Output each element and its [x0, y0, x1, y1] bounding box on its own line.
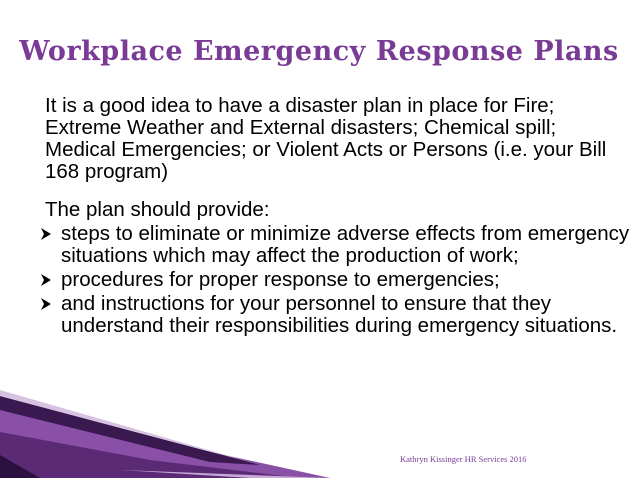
slide-body [45, 95, 630, 339]
arrow-bullet-icon [39, 296, 53, 312]
bullet-item [39, 269, 630, 291]
bullet-list [45, 223, 630, 337]
plan-lead-text: The plan should provide: [45, 198, 270, 221]
arrow-bullet-icon [39, 272, 53, 288]
arrow-bullet-icon [39, 226, 53, 242]
bullet-text: steps to eliminate or minimize adverse effects from emergency situations which may affect the production of work; [61, 222, 630, 267]
bullet-text: procedures for proper response to emergencies; [61, 268, 500, 291]
bullet-item [39, 293, 630, 337]
footer-credit: Kathryn Kissinger HR Services 2016 [400, 454, 527, 464]
intro-paragraph: It is a good idea to have a disaster plan in place for Fire; Extreme Weather and External disasters; Chemical spill; Medical Emergencies; or Violent Acts or Persons (i.e. your Bill 168 program) [45, 94, 607, 183]
bullet-text: and instructions for your personnel to ensure that they understand their responsibilities during emergency situations. [61, 292, 618, 337]
slide-title: Workplace Emergency Response Plans [19, 36, 619, 67]
bullet-item [39, 223, 630, 267]
